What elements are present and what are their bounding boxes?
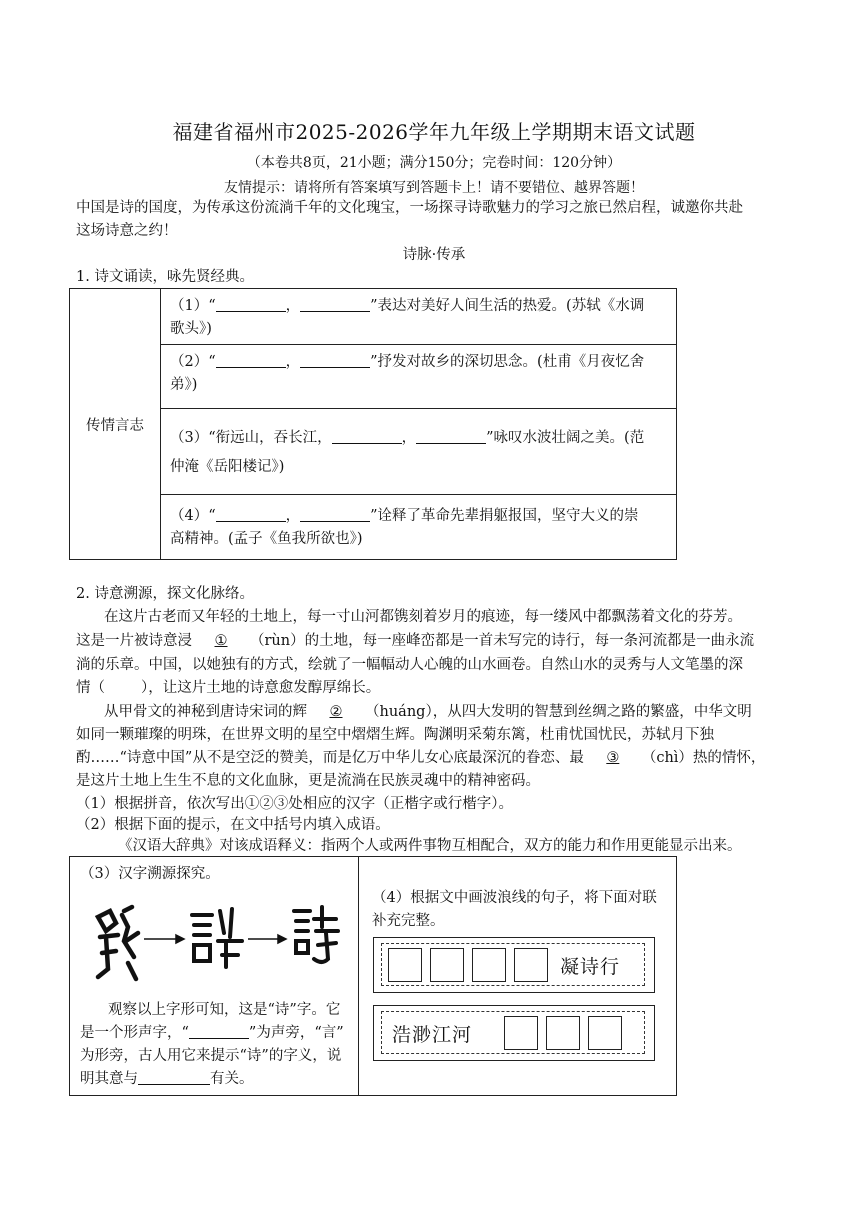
q1-item-3: （3）“衔远山，吞长江， ， ”咏叹水波壮阔之美。(范 仲淹《岳阳楼记》) [160, 409, 676, 495]
exam-info: （本卷共8页，21小题；满分150分；完卷时间：120分钟） [246, 155, 622, 171]
q2-p2-line-1: 从甲骨文的神秘到唐诗宋词的辉 ② （huáng），从四大发明的智慧到丝绸之路的繁盛，中华文明 [104, 701, 752, 724]
q1-item-2: （2）“ ， ”抒发对故乡的深切思念。(杜甫《月夜忆舍 弟》) [160, 345, 676, 409]
q2-sub-3-title: （3）汉字溯源探究。 [80, 866, 220, 882]
intro-line-2: 这场诗意之约！ [76, 223, 178, 239]
q1-item-1: （1）“ ， ”表达对美好人间生活的热爱。(苏轼《水调 歌头》) [160, 289, 676, 345]
couplet-blank-box[interactable] [504, 1016, 538, 1050]
blank-2[interactable]: ② [329, 704, 343, 720]
q1-item-4: （4）“ ， ”诠释了革命先辈捐躯报国，坚守大义的崇 高精神。(孟子《鱼我所欲也》) [170, 508, 639, 547]
blank-3[interactable]: ③ [606, 750, 620, 766]
q2-hint: 《汉语大辞典》对该成语释义：指两个人或两件事物互相配合，双方的能力和作用更能显示出来。 [118, 838, 742, 854]
q2-sub-4-line-1: （4）根据文中画波浪线的句子，将下面对联 [372, 890, 657, 906]
q2-sub-3-line-3: 为形旁，古人用它来提示“诗”的字义，说 [80, 1048, 342, 1064]
q2-p1-line-1: 在这片古老而又年轻的土地上，每一寸山河都镌刻着岁月的痕迹，每一缕风中都飘荡着文化的芬芳。 [104, 609, 742, 625]
q2-p2-line-3: 酌……“诗意中国”从不是空泛的赞美，而是亿万中华儿女心底最深沉的眷恋、最 ③ （chì）热的情怀， [76, 747, 765, 770]
bronze-glyph [192, 909, 242, 967]
answer-blank[interactable] [216, 296, 286, 312]
q2-sub-3-line-4: 明其意与 有关。 [80, 1071, 254, 1087]
q2-sub-1: （1）根据拼音，依次写出①②③处相应的汉字（正楷字或行楷字）。 [76, 796, 513, 812]
answer-blank[interactable] [300, 296, 370, 312]
couplet-blank-box[interactable] [588, 1016, 622, 1050]
q2-p1-line-3: 淌的乐章。中国，以她独有的方式，绘就了一幅幅动人心魄的山水画卷。自然山水的灵秀与人文笔墨的深 [76, 657, 743, 673]
exam-title: 福建省福州市2025-2026学年九年级上学期期末语文试题 [172, 120, 696, 144]
q2-p1-line-4: 情（ ），让这片土地的诗意愈发醇厚绵长。 [76, 680, 381, 696]
answer-blank[interactable] [300, 506, 370, 522]
q2-sub-3-line-1: 观察以上字形可知，这是“诗”字。它 [108, 1002, 341, 1018]
couplet-blank-box[interactable] [514, 948, 548, 982]
q2-sub-4-line-2: 补充完整。 [372, 913, 445, 929]
couplet-blank-box[interactable] [472, 948, 506, 982]
arrow-icon [144, 935, 184, 943]
couplet-upper-text: 凝诗行 [560, 956, 621, 978]
q2-sub-2: （2）根据下面的提示，在文中括号内填入成语。 [76, 817, 390, 833]
answer-blank[interactable] [138, 1069, 210, 1085]
q1-table [69, 288, 677, 560]
couplet-blank-box[interactable] [388, 948, 422, 982]
oracle-bone-glyph [98, 907, 138, 979]
answer-blank[interactable] [416, 428, 486, 444]
section-title: 诗脉·传承 [402, 247, 466, 263]
seal-glyph [294, 907, 338, 962]
answer-blank[interactable] [216, 352, 286, 368]
q2-p1-line-2: 这是一片被诗意浸 ① （rùn）的土地，每一座峰峦都是一首未写完的诗行，每一条河流都是一曲永流 [76, 630, 754, 653]
q1-stem: 1. 诗文诵读，咏先贤经典。 [76, 269, 254, 285]
answer-blank[interactable] [300, 352, 370, 368]
couplet-lower-text: 浩渺江河 [392, 1024, 473, 1046]
couplet-blank-box[interactable] [546, 1016, 580, 1050]
q2-table [69, 856, 677, 1096]
answer-blank[interactable] [189, 1023, 249, 1039]
couplet-lower-frame [373, 1005, 655, 1061]
answer-blank[interactable] [332, 428, 402, 444]
q2-p2-line-2: 如同一颗璀璨的明珠，在世界文明的星空中熠熠生辉。陶渊明采菊东篱，杜甫忧国忧民，苏轼月下独 [76, 727, 714, 743]
q2-sub-3-line-2: 是一个形声字，“ ”为声旁，“言” [80, 1025, 344, 1041]
arrow-icon [248, 935, 286, 943]
answer-blank[interactable] [216, 506, 286, 522]
q2-stem: 2. 诗意溯源，探文化脉络。 [76, 586, 254, 602]
couplet-upper-frame [373, 937, 655, 993]
exam-tip: 友情提示：请将所有答案填写到答题卡上！请不要错位、越界答题！ [224, 180, 644, 196]
glyph-evolution [88, 897, 350, 997]
blank-1[interactable]: ① [214, 633, 228, 649]
couplet-blank-box[interactable] [430, 948, 464, 982]
q1-category: 传情言志 [70, 289, 161, 559]
q2-p2-line-4: 是这片土地上生生不息的文化血脉，更是流淌在民族灵魂中的精神密码。 [76, 773, 540, 789]
intro-line-1: 中国是诗的国度，为传承这份流淌千年的文化瑰宝，一场探寻诗歌魅力的学习之旅已然启程，诚邀你共赴 [76, 200, 743, 216]
